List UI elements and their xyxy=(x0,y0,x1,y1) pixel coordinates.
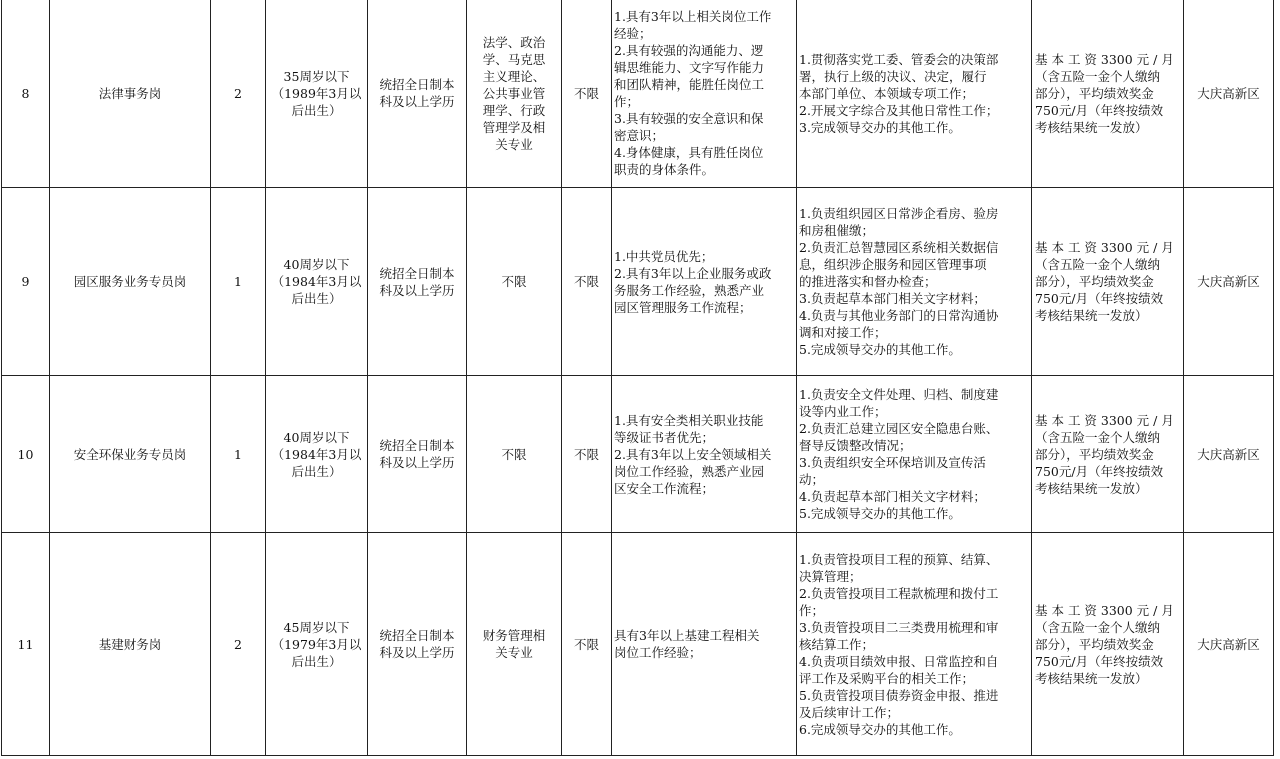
job-duties-line: 作； xyxy=(799,602,825,618)
job-duties-line: 的推进落实和督办检查； xyxy=(799,274,937,289)
job-requirements-line: 3.具有较强的安全意识和保 xyxy=(614,111,764,126)
job-duties-line: 评工作及采购平台的相关工作； xyxy=(799,670,975,686)
age-requirement-line: （1989年3月以 xyxy=(271,85,362,101)
job-requirements-line: 4.身体健康，具有胜任岗位 xyxy=(614,145,764,160)
row-number: 10 xyxy=(2,376,50,533)
age-requirement xyxy=(266,188,368,376)
work-location: 大庆高新区 xyxy=(1184,376,1274,533)
other-requirement: 不限 xyxy=(562,0,612,188)
job-duties-line: 2.开展文字综合及其他日常性工作； xyxy=(799,102,999,118)
major-requirement xyxy=(467,188,562,376)
salary-info-line: 部分），平均绩效奖金 xyxy=(1035,274,1154,289)
major-requirement-line: 学、马克思 xyxy=(482,51,546,67)
salary-info-line: 部分），平均绩效奖金 xyxy=(1035,636,1154,652)
job-duties-line: 设等内业工作； xyxy=(799,404,887,419)
job-duties-line: 5.负责管投项目债券资金申报、推进 xyxy=(799,687,999,703)
job-duties-line: 核结算工作； xyxy=(799,636,875,652)
job-duties-line: 督导反馈整改情况； xyxy=(799,438,912,453)
salary-info-line: 750元/月（年终按绩效 xyxy=(1035,463,1164,479)
age-requirement-line: 后出生） xyxy=(291,102,342,118)
job-duties xyxy=(797,376,1032,533)
job-duties-line: 本部门单位、本领域专项工作； xyxy=(799,85,975,101)
salary-info-line: 部分），平均绩效奖金 xyxy=(1035,85,1154,101)
major-requirement-line: 公共事业管 xyxy=(482,85,546,101)
job-duties-line: 和房租催缴； xyxy=(799,223,875,238)
work-location: 大庆高新区 xyxy=(1184,533,1274,756)
age-requirement-line: （1979年3月以 xyxy=(271,636,362,652)
major-requirement-line: 关专业 xyxy=(495,645,533,660)
job-duties-line: 2.负责汇总智慧园区系统相关数据信 xyxy=(799,240,999,255)
job-duties-line: 2.负责管投项目工程款梳理和拨付工 xyxy=(799,585,999,601)
job-requirements-line: 区安全工作流程； xyxy=(614,480,715,496)
age-requirement-line: 40周岁以下 xyxy=(283,257,350,272)
job-requirements-line: 1.具有3年以上相关岗位工作 xyxy=(614,9,772,24)
work-location: 大庆高新区 xyxy=(1184,188,1274,376)
major-requirement-line: 法学、政治 xyxy=(482,34,546,50)
age-requirement-line: 40周岁以下 xyxy=(283,429,350,445)
job-requirements-line: 1.中共党员优先； xyxy=(614,248,714,264)
education-requirement-line: 统招全日制本 xyxy=(379,438,455,453)
salary-info-line: （含五险一金个人缴纳 xyxy=(1035,619,1161,635)
job-requirements-line: 岗位工作经验，熟悉产业园 xyxy=(614,463,765,479)
row-number: 9 xyxy=(2,188,50,376)
job-requirements-line: 职责的身体条件。 xyxy=(614,162,715,177)
job-duties-line: 息，组织涉企服务和园区管理事项 xyxy=(799,257,987,272)
table-row xyxy=(2,188,1274,376)
salary-info xyxy=(1032,188,1184,376)
salary-info-line: （含五险一金个人缴纳 xyxy=(1035,68,1161,84)
job-requirements-line: 2.具有较强的沟通能力、逻 xyxy=(614,43,764,58)
table-row xyxy=(2,533,1274,756)
age-requirement-line: （1984年3月以 xyxy=(271,446,362,462)
salary-info-line: 750元/月（年终按绩效 xyxy=(1035,102,1164,118)
other-requirement: 不限 xyxy=(562,188,612,376)
job-duties-line: 1.负责管投项目工程的预算、结算、 xyxy=(799,551,999,567)
job-requirements xyxy=(612,188,797,376)
job-duties-line: 3.负责管投项目二三类费用梳理和审 xyxy=(799,619,999,635)
education-requirement-line: 科及以上学历 xyxy=(379,94,455,109)
job-requirements-line: 经验； xyxy=(614,26,652,41)
salary-info-line: 750元/月（年终按绩效 xyxy=(1035,291,1164,306)
job-duties xyxy=(797,533,1032,756)
recruitment-table xyxy=(1,0,1274,756)
table-body xyxy=(2,0,1274,756)
salary-info-line: 基 本 工 资 3300 元 / 月 xyxy=(1035,240,1174,255)
job-requirements-line: 具有3年以上基建工程相关 xyxy=(614,628,760,643)
job-duties-line: 3.完成领导交办的其他工作。 xyxy=(799,119,961,135)
salary-info xyxy=(1032,0,1184,188)
major-requirement-line: 理学、行政 xyxy=(482,102,546,118)
salary-info-line: 考核结果统一发放） xyxy=(1035,670,1148,686)
age-requirement xyxy=(266,376,368,533)
work-location: 大庆高新区 xyxy=(1184,0,1274,188)
headcount: 2 xyxy=(211,0,266,188)
salary-info-line: 考核结果统一发放） xyxy=(1035,480,1148,496)
position-name: 基建财务岗 xyxy=(50,533,211,756)
major-requirement-line: 管理学及相 xyxy=(482,119,546,135)
education-requirement-line: 科及以上学历 xyxy=(379,645,455,660)
age-requirement-line: 35周岁以下 xyxy=(283,68,350,84)
other-requirement: 不限 xyxy=(562,533,612,756)
salary-info-line: 部分），平均绩效奖金 xyxy=(1035,446,1154,462)
position-name: 安全环保业务专员岗 xyxy=(50,376,211,533)
job-requirements-line: 作； xyxy=(614,94,640,109)
table-row xyxy=(2,376,1274,533)
job-requirements xyxy=(612,376,797,533)
position-name: 法律事务岗 xyxy=(50,0,211,188)
age-requirement xyxy=(266,533,368,756)
age-requirement-line: （1984年3月以 xyxy=(271,274,362,289)
job-duties xyxy=(797,0,1032,188)
job-requirements-line: 和团队精神，能胜任岗位工 xyxy=(614,77,765,92)
job-duties xyxy=(797,188,1032,376)
major-requirement xyxy=(467,533,562,756)
job-requirements-line: 务服务工作经验，熟悉产业 xyxy=(614,282,765,298)
education-requirement-line: 科及以上学历 xyxy=(379,455,455,470)
salary-info-line: （含五险一金个人缴纳 xyxy=(1035,257,1161,272)
job-duties-line: 动； xyxy=(799,472,825,487)
major-requirement xyxy=(467,376,562,533)
salary-info-line: （含五险一金个人缴纳 xyxy=(1035,429,1161,445)
job-duties-line: 1.负责安全文件处理、归档、制度建 xyxy=(799,387,999,402)
job-duties-line: 4.负责与其他业务部门的日常沟通协 xyxy=(799,308,999,323)
job-requirements-line: 辑思维能力、文字写作能力 xyxy=(614,60,765,75)
row-number: 8 xyxy=(2,0,50,188)
age-requirement-line: 后出生） xyxy=(291,291,342,306)
major-requirement xyxy=(467,0,562,188)
job-duties-line: 6.完成领导交办的其他工作。 xyxy=(799,721,961,737)
education-requirement xyxy=(368,376,467,533)
other-requirement: 不限 xyxy=(562,376,612,533)
job-duties-line: 调和对接工作； xyxy=(799,325,887,340)
major-requirement-line: 不限 xyxy=(501,446,527,462)
job-duties-line: 5.完成领导交办的其他工作。 xyxy=(799,506,961,521)
education-requirement-line: 统招全日制本 xyxy=(379,628,455,643)
salary-info xyxy=(1032,533,1184,756)
job-duties-line: 4.负责项目绩效申报、日常监控和自 xyxy=(799,653,999,669)
salary-info-line: 基 本 工 资 3300 元 / 月 xyxy=(1035,51,1174,67)
education-requirement-line: 统招全日制本 xyxy=(379,265,455,281)
job-duties-line: 4.负责起草本部门相关文字材料； xyxy=(799,489,986,504)
job-duties-line: 1.负责组织园区日常涉企看房、验房 xyxy=(799,206,999,221)
headcount: 1 xyxy=(211,376,266,533)
education-requirement-line: 科及以上学历 xyxy=(379,282,455,298)
salary-info-line: 750元/月（年终按绩效 xyxy=(1035,653,1164,669)
job-duties-line: 署，执行上级的决议、决定，履行 xyxy=(799,68,987,84)
major-requirement-line: 不限 xyxy=(501,274,527,289)
age-requirement xyxy=(266,0,368,188)
education-requirement xyxy=(368,533,467,756)
salary-info-line: 基 本 工 资 3300 元 / 月 xyxy=(1035,602,1174,618)
headcount: 2 xyxy=(211,533,266,756)
job-requirements xyxy=(612,0,797,188)
age-requirement-line: 后出生） xyxy=(291,463,342,479)
job-requirements-line: 2.具有3年以上安全领域相关 xyxy=(614,446,772,462)
job-duties-line: 3.负责起草本部门相关文字材料； xyxy=(799,291,986,306)
major-requirement-line: 主义理论、 xyxy=(482,68,546,84)
age-requirement-line: 后出生） xyxy=(291,653,342,669)
salary-info xyxy=(1032,376,1184,533)
salary-info-line: 考核结果统一发放） xyxy=(1035,308,1148,323)
job-requirements-line: 岗位工作经验； xyxy=(614,645,702,660)
job-duties-line: 5.完成领导交办的其他工作。 xyxy=(799,342,961,357)
table-row xyxy=(2,0,1274,188)
job-duties-line: 3.负责组织安全环保培训及宣传活 xyxy=(799,455,986,470)
job-duties-line: 及后续审计工作； xyxy=(799,704,900,720)
major-requirement-line: 财务管理相 xyxy=(482,628,546,643)
job-requirements-line: 等级证书者优先； xyxy=(614,429,715,445)
job-duties-line: 2.负责汇总建立园区安全隐患台账、 xyxy=(799,421,999,436)
row-number: 11 xyxy=(2,533,50,756)
job-duties-line: 1.贯彻落实党工委、管委会的决策部 xyxy=(799,51,999,67)
education-requirement xyxy=(368,0,467,188)
job-requirements-line: 1.具有安全类相关职业技能 xyxy=(614,412,764,428)
job-duties-line: 决算管理； xyxy=(799,568,862,584)
job-requirements xyxy=(612,533,797,756)
salary-info-line: 考核结果统一发放） xyxy=(1035,119,1148,135)
job-requirements-line: 密意识； xyxy=(614,128,665,143)
major-requirement-line: 关专业 xyxy=(495,136,533,152)
job-requirements-line: 2.具有3年以上企业服务或政 xyxy=(614,265,772,281)
education-requirement xyxy=(368,188,467,376)
age-requirement-line: 45周岁以下 xyxy=(283,619,350,635)
position-name: 园区服务业务专员岗 xyxy=(50,188,211,376)
headcount: 1 xyxy=(211,188,266,376)
job-requirements-line: 园区管理服务工作流程； xyxy=(614,299,752,315)
salary-info-line: 基 本 工 资 3300 元 / 月 xyxy=(1035,412,1174,428)
education-requirement-line: 统招全日制本 xyxy=(379,77,455,92)
